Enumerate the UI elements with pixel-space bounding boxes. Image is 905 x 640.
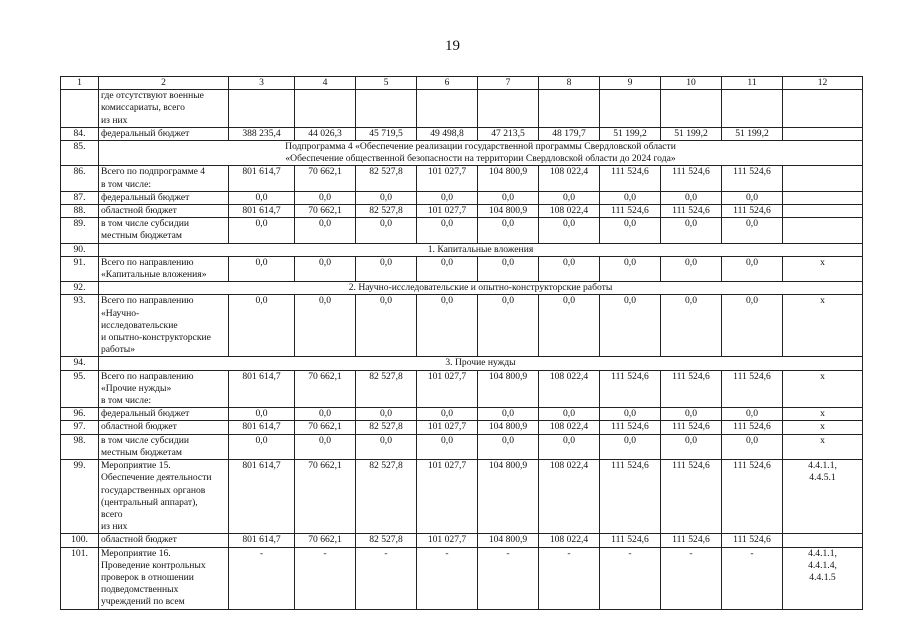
cell-line: «Капитальные вложения» — [101, 269, 207, 281]
target-code — [783, 547, 863, 609]
cell-line: работы» — [101, 344, 136, 356]
value-cell: 0,0 — [229, 434, 295, 459]
cell-line: местным бюджетам — [101, 230, 182, 242]
value-cell: 0,0 — [417, 408, 478, 421]
row-label — [99, 434, 229, 459]
cell-line: областной бюджет — [101, 205, 177, 217]
row-label — [99, 370, 229, 408]
section-heading — [99, 141, 863, 166]
cell-line: 2. Научно-исследовательские и опытно-конструкторские работы — [348, 282, 613, 294]
value-cell: 82 527,8 — [356, 421, 417, 434]
value-cell: 0,0 — [295, 256, 356, 281]
row-number: 99. — [61, 460, 99, 534]
cell-line: 1. Капитальные вложения — [427, 243, 534, 255]
value-cell: - — [356, 547, 417, 609]
value-cell: 111 524,6 — [722, 421, 783, 434]
value-cell: 108 022,4 — [539, 166, 600, 191]
column-header: 9 — [600, 77, 661, 90]
column-header: 12 — [783, 77, 863, 90]
cell-line: х — [820, 408, 825, 420]
target-code — [783, 218, 863, 243]
row-number: 87. — [61, 191, 99, 204]
value-cell: 82 527,8 — [356, 534, 417, 547]
value-cell: 82 527,8 — [356, 205, 417, 218]
value-cell: 111 524,6 — [722, 534, 783, 547]
target-code — [783, 421, 863, 434]
value-cell: 111 524,6 — [600, 166, 661, 191]
value-cell: 111 524,6 — [600, 205, 661, 218]
table-row — [61, 141, 863, 166]
cell-line: 4.4.1.1, — [808, 460, 837, 472]
section-heading — [99, 243, 863, 256]
value-cell: 111 524,6 — [722, 205, 783, 218]
value-cell: - — [229, 547, 295, 609]
target-code — [783, 127, 863, 140]
value-cell: - — [539, 547, 600, 609]
value-cell: 0,0 — [539, 191, 600, 204]
cell-line: учреждений по всем — [101, 596, 185, 608]
value-cell: 49 498,8 — [417, 127, 478, 140]
value-cell: - — [478, 547, 539, 609]
value-cell: 108 022,4 — [539, 205, 600, 218]
value-cell: 101 027,7 — [417, 460, 478, 534]
value-cell: 0,0 — [661, 434, 722, 459]
row-number: 96. — [61, 408, 99, 421]
value-cell: 0,0 — [661, 191, 722, 204]
value-cell: 0,0 — [478, 408, 539, 421]
value-cell: 0,0 — [417, 434, 478, 459]
value-cell: 0,0 — [229, 256, 295, 281]
value-cell: 0,0 — [539, 434, 600, 459]
value-cell: 0,0 — [478, 434, 539, 459]
target-code — [783, 256, 863, 281]
value-cell: 0,0 — [417, 256, 478, 281]
value-cell: 101 027,7 — [417, 370, 478, 408]
cell-line: Мероприятие 15. — [101, 460, 171, 472]
target-code — [783, 166, 863, 191]
row-number: 94. — [61, 357, 99, 370]
value-cell: 111 524,6 — [661, 166, 722, 191]
value-cell: 70 662,1 — [295, 205, 356, 218]
cell-line: Мероприятие 16. — [101, 547, 171, 559]
value-cell: 0,0 — [600, 408, 661, 421]
value-cell — [600, 90, 661, 128]
value-cell: 45 719,5 — [356, 127, 417, 140]
cell-line: федеральный бюджет — [101, 191, 190, 203]
value-cell: 0,0 — [539, 295, 600, 357]
value-cell: 104 800,9 — [478, 460, 539, 534]
value-cell — [295, 90, 356, 128]
value-cell: 108 022,4 — [539, 370, 600, 408]
value-cell: 0,0 — [229, 295, 295, 357]
row-label — [99, 421, 229, 434]
header-row — [61, 77, 863, 90]
target-code — [783, 460, 863, 534]
value-cell: 0,0 — [356, 256, 417, 281]
table-row — [61, 90, 863, 128]
value-cell: - — [722, 547, 783, 609]
row-number: 85. — [61, 141, 99, 166]
value-cell: 0,0 — [417, 295, 478, 357]
cell-line: Обеспечение деятельности — [101, 472, 212, 484]
budget-table — [60, 76, 863, 610]
value-cell: 801 614,7 — [229, 166, 295, 191]
value-cell: 0,0 — [539, 256, 600, 281]
value-cell: - — [661, 547, 722, 609]
cell-line: проверок в отношении — [101, 571, 194, 583]
value-cell: 111 524,6 — [661, 460, 722, 534]
value-cell: 111 524,6 — [600, 370, 661, 408]
value-cell: 108 022,4 — [539, 421, 600, 434]
table-row — [61, 357, 863, 370]
column-header: 5 — [356, 77, 417, 90]
row-number — [61, 90, 99, 128]
value-cell: - — [417, 547, 478, 609]
cell-line: государственных органов — [101, 484, 206, 496]
cell-line: х — [820, 370, 825, 382]
value-cell: 0,0 — [661, 295, 722, 357]
cell-line: Всего по направлению — [101, 370, 194, 382]
cell-line: подведомственных — [101, 584, 179, 596]
target-code — [783, 408, 863, 421]
cell-line: федеральный бюджет — [101, 408, 190, 420]
table-row — [61, 127, 863, 140]
value-cell: 0,0 — [539, 408, 600, 421]
value-cell: 801 614,7 — [229, 421, 295, 434]
value-cell: 111 524,6 — [722, 460, 783, 534]
target-code — [783, 90, 863, 128]
cell-line: федеральный бюджет — [101, 127, 190, 139]
row-label — [99, 90, 229, 128]
value-cell: 0,0 — [295, 295, 356, 357]
value-cell: 101 027,7 — [417, 534, 478, 547]
table-row — [61, 295, 863, 357]
cell-line: Всего по направлению — [101, 256, 194, 268]
table-row — [61, 282, 863, 295]
value-cell: 101 027,7 — [417, 205, 478, 218]
page-number: 19 — [445, 38, 460, 54]
value-cell: 388 235,4 — [229, 127, 295, 140]
row-label — [99, 205, 229, 218]
target-code — [783, 295, 863, 357]
column-header: 4 — [295, 77, 356, 90]
cell-line: где отсутствуют военные — [101, 90, 204, 102]
value-cell: 108 022,4 — [539, 460, 600, 534]
target-code — [783, 370, 863, 408]
table-row — [61, 243, 863, 256]
value-cell: 0,0 — [661, 256, 722, 281]
table-row — [61, 547, 863, 609]
value-cell: 111 524,6 — [661, 534, 722, 547]
value-cell: 0,0 — [600, 295, 661, 357]
value-cell: - — [295, 547, 356, 609]
value-cell: 0,0 — [722, 191, 783, 204]
row-label — [99, 166, 229, 191]
row-number: 84. — [61, 127, 99, 140]
cell-line: 4.4.1.5 — [809, 571, 836, 583]
cell-line: из них — [101, 114, 128, 126]
row-number: 97. — [61, 421, 99, 434]
value-cell: 0,0 — [722, 295, 783, 357]
value-cell: 0,0 — [478, 256, 539, 281]
value-cell — [417, 90, 478, 128]
row-number: 93. — [61, 295, 99, 357]
value-cell: 0,0 — [722, 408, 783, 421]
cell-line: «Обеспечение общественной безопасности на территории Свердловской области до 2024 года» — [285, 153, 676, 165]
row-label — [99, 295, 229, 357]
cell-line: Всего по подпрограмме 4 — [101, 166, 206, 178]
cell-line: 4.4.1.1, — [808, 547, 837, 559]
cell-line: Проведение контрольных — [101, 559, 206, 571]
cell-line: х — [820, 256, 825, 268]
column-header: 7 — [478, 77, 539, 90]
value-cell: 0,0 — [356, 218, 417, 243]
value-cell: 0,0 — [417, 218, 478, 243]
value-cell: 0,0 — [722, 434, 783, 459]
cell-line: областной бюджет — [101, 421, 177, 433]
target-code — [783, 534, 863, 547]
value-cell — [661, 90, 722, 128]
row-number: 90. — [61, 243, 99, 256]
table-row — [61, 191, 863, 204]
value-cell: 0,0 — [478, 295, 539, 357]
target-code — [783, 205, 863, 218]
value-cell: 0,0 — [661, 408, 722, 421]
cell-line: в том числе субсидии — [101, 434, 189, 446]
column-header: 1 — [61, 77, 99, 90]
value-cell: 0,0 — [229, 408, 295, 421]
value-cell: 108 022,4 — [539, 534, 600, 547]
value-cell: 70 662,1 — [295, 460, 356, 534]
cell-line: 4.4.1.4, — [808, 559, 837, 571]
value-cell: 0,0 — [417, 191, 478, 204]
row-number: 95. — [61, 370, 99, 408]
value-cell: 801 614,7 — [229, 370, 295, 408]
target-code — [783, 434, 863, 459]
value-cell: 0,0 — [600, 434, 661, 459]
table-row — [61, 256, 863, 281]
cell-line: 3. Прочие нужды — [445, 357, 516, 369]
table-row — [61, 166, 863, 191]
row-number: 92. — [61, 282, 99, 295]
value-cell: 0,0 — [478, 191, 539, 204]
row-number: 86. — [61, 166, 99, 191]
row-label — [99, 408, 229, 421]
row-number: 98. — [61, 434, 99, 459]
value-cell — [722, 90, 783, 128]
row-label — [99, 127, 229, 140]
cell-line: в том числе: — [101, 178, 152, 190]
column-header: 10 — [661, 77, 722, 90]
row-number: 89. — [61, 218, 99, 243]
table-row — [61, 421, 863, 434]
value-cell: 104 800,9 — [478, 421, 539, 434]
cell-line: «Научно- — [101, 307, 140, 319]
cell-line: комиссариаты, всего — [101, 102, 185, 114]
value-cell: 51 199,2 — [661, 127, 722, 140]
column-header: 11 — [722, 77, 783, 90]
value-cell: 0,0 — [600, 256, 661, 281]
column-header: 6 — [417, 77, 478, 90]
row-number: 100. — [61, 534, 99, 547]
value-cell: 801 614,7 — [229, 205, 295, 218]
value-cell: 101 027,7 — [417, 421, 478, 434]
value-cell: 0,0 — [295, 218, 356, 243]
cell-line: всего — [101, 508, 123, 520]
value-cell: 111 524,6 — [661, 205, 722, 218]
value-cell: 0,0 — [539, 218, 600, 243]
value-cell: 111 524,6 — [661, 370, 722, 408]
value-cell: 0,0 — [661, 218, 722, 243]
value-cell: 44 026,3 — [295, 127, 356, 140]
table-row — [61, 408, 863, 421]
value-cell: 104 800,9 — [478, 370, 539, 408]
value-cell: 101 027,7 — [417, 166, 478, 191]
value-cell: 51 199,2 — [600, 127, 661, 140]
value-cell: 0,0 — [356, 434, 417, 459]
value-cell: 104 800,9 — [478, 534, 539, 547]
row-number: 88. — [61, 205, 99, 218]
value-cell: 111 524,6 — [600, 460, 661, 534]
value-cell: 82 527,8 — [356, 370, 417, 408]
row-label — [99, 460, 229, 534]
column-header: 3 — [229, 77, 295, 90]
value-cell: 70 662,1 — [295, 166, 356, 191]
value-cell — [356, 90, 417, 128]
cell-line: х — [820, 434, 825, 446]
row-number: 91. — [61, 256, 99, 281]
table-row — [61, 434, 863, 459]
cell-line: (центральный аппарат), — [101, 496, 198, 508]
cell-line: в том числе: — [101, 395, 152, 407]
value-cell: - — [600, 547, 661, 609]
value-cell: 82 527,8 — [356, 460, 417, 534]
value-cell: 0,0 — [229, 218, 295, 243]
value-cell: 0,0 — [356, 295, 417, 357]
table-row — [61, 370, 863, 408]
value-cell: 0,0 — [478, 218, 539, 243]
cell-line: из них — [101, 521, 128, 533]
value-cell: 801 614,7 — [229, 534, 295, 547]
table-row — [61, 205, 863, 218]
value-cell: 111 524,6 — [661, 421, 722, 434]
value-cell: 111 524,6 — [600, 421, 661, 434]
row-label — [99, 191, 229, 204]
value-cell: 0,0 — [356, 191, 417, 204]
cell-line: местным бюджетам — [101, 446, 182, 458]
section-heading — [99, 282, 863, 295]
value-cell: 51 199,2 — [722, 127, 783, 140]
value-cell: 70 662,1 — [295, 370, 356, 408]
value-cell: 70 662,1 — [295, 421, 356, 434]
section-heading — [99, 357, 863, 370]
value-cell: 111 524,6 — [722, 370, 783, 408]
value-cell: 70 662,1 — [295, 534, 356, 547]
target-code — [783, 191, 863, 204]
value-cell: 0,0 — [722, 218, 783, 243]
value-cell: 0,0 — [229, 191, 295, 204]
row-label — [99, 534, 229, 547]
column-header: 8 — [539, 77, 600, 90]
value-cell: 47 213,5 — [478, 127, 539, 140]
value-cell: 104 800,9 — [478, 205, 539, 218]
value-cell: 104 800,9 — [478, 166, 539, 191]
cell-line: и опытно-конструкторские — [101, 332, 211, 344]
cell-line: Всего по направлению — [101, 295, 194, 307]
row-label — [99, 218, 229, 243]
cell-line: областной бюджет — [101, 534, 177, 546]
value-cell: 111 524,6 — [600, 534, 661, 547]
cell-line: х — [820, 295, 825, 307]
row-label — [99, 547, 229, 609]
value-cell — [478, 90, 539, 128]
value-cell: 0,0 — [295, 191, 356, 204]
row-label — [99, 256, 229, 281]
table-row — [61, 460, 863, 534]
table-row — [61, 218, 863, 243]
value-cell: 82 527,8 — [356, 166, 417, 191]
value-cell: 801 614,7 — [229, 460, 295, 534]
value-cell: 0,0 — [356, 408, 417, 421]
cell-line: исследовательские — [101, 319, 178, 331]
row-number: 101. — [61, 547, 99, 609]
value-cell: 0,0 — [722, 256, 783, 281]
value-cell — [539, 90, 600, 128]
cell-line: Подпрограмма 4 «Обеспечение реализации государственной программы Свердловской области — [285, 141, 676, 153]
value-cell: 0,0 — [600, 218, 661, 243]
value-cell — [229, 90, 295, 128]
cell-line: в том числе субсидии — [101, 218, 189, 230]
value-cell: 0,0 — [295, 408, 356, 421]
cell-line: «Прочие нужды» — [101, 382, 172, 394]
cell-line: х — [820, 421, 825, 433]
cell-line: 4.4.5.1 — [809, 472, 836, 484]
value-cell: 111 524,6 — [722, 166, 783, 191]
value-cell: 0,0 — [295, 434, 356, 459]
value-cell: 0,0 — [600, 191, 661, 204]
value-cell: 48 179,7 — [539, 127, 600, 140]
column-header: 2 — [99, 77, 229, 90]
table-row — [61, 534, 863, 547]
